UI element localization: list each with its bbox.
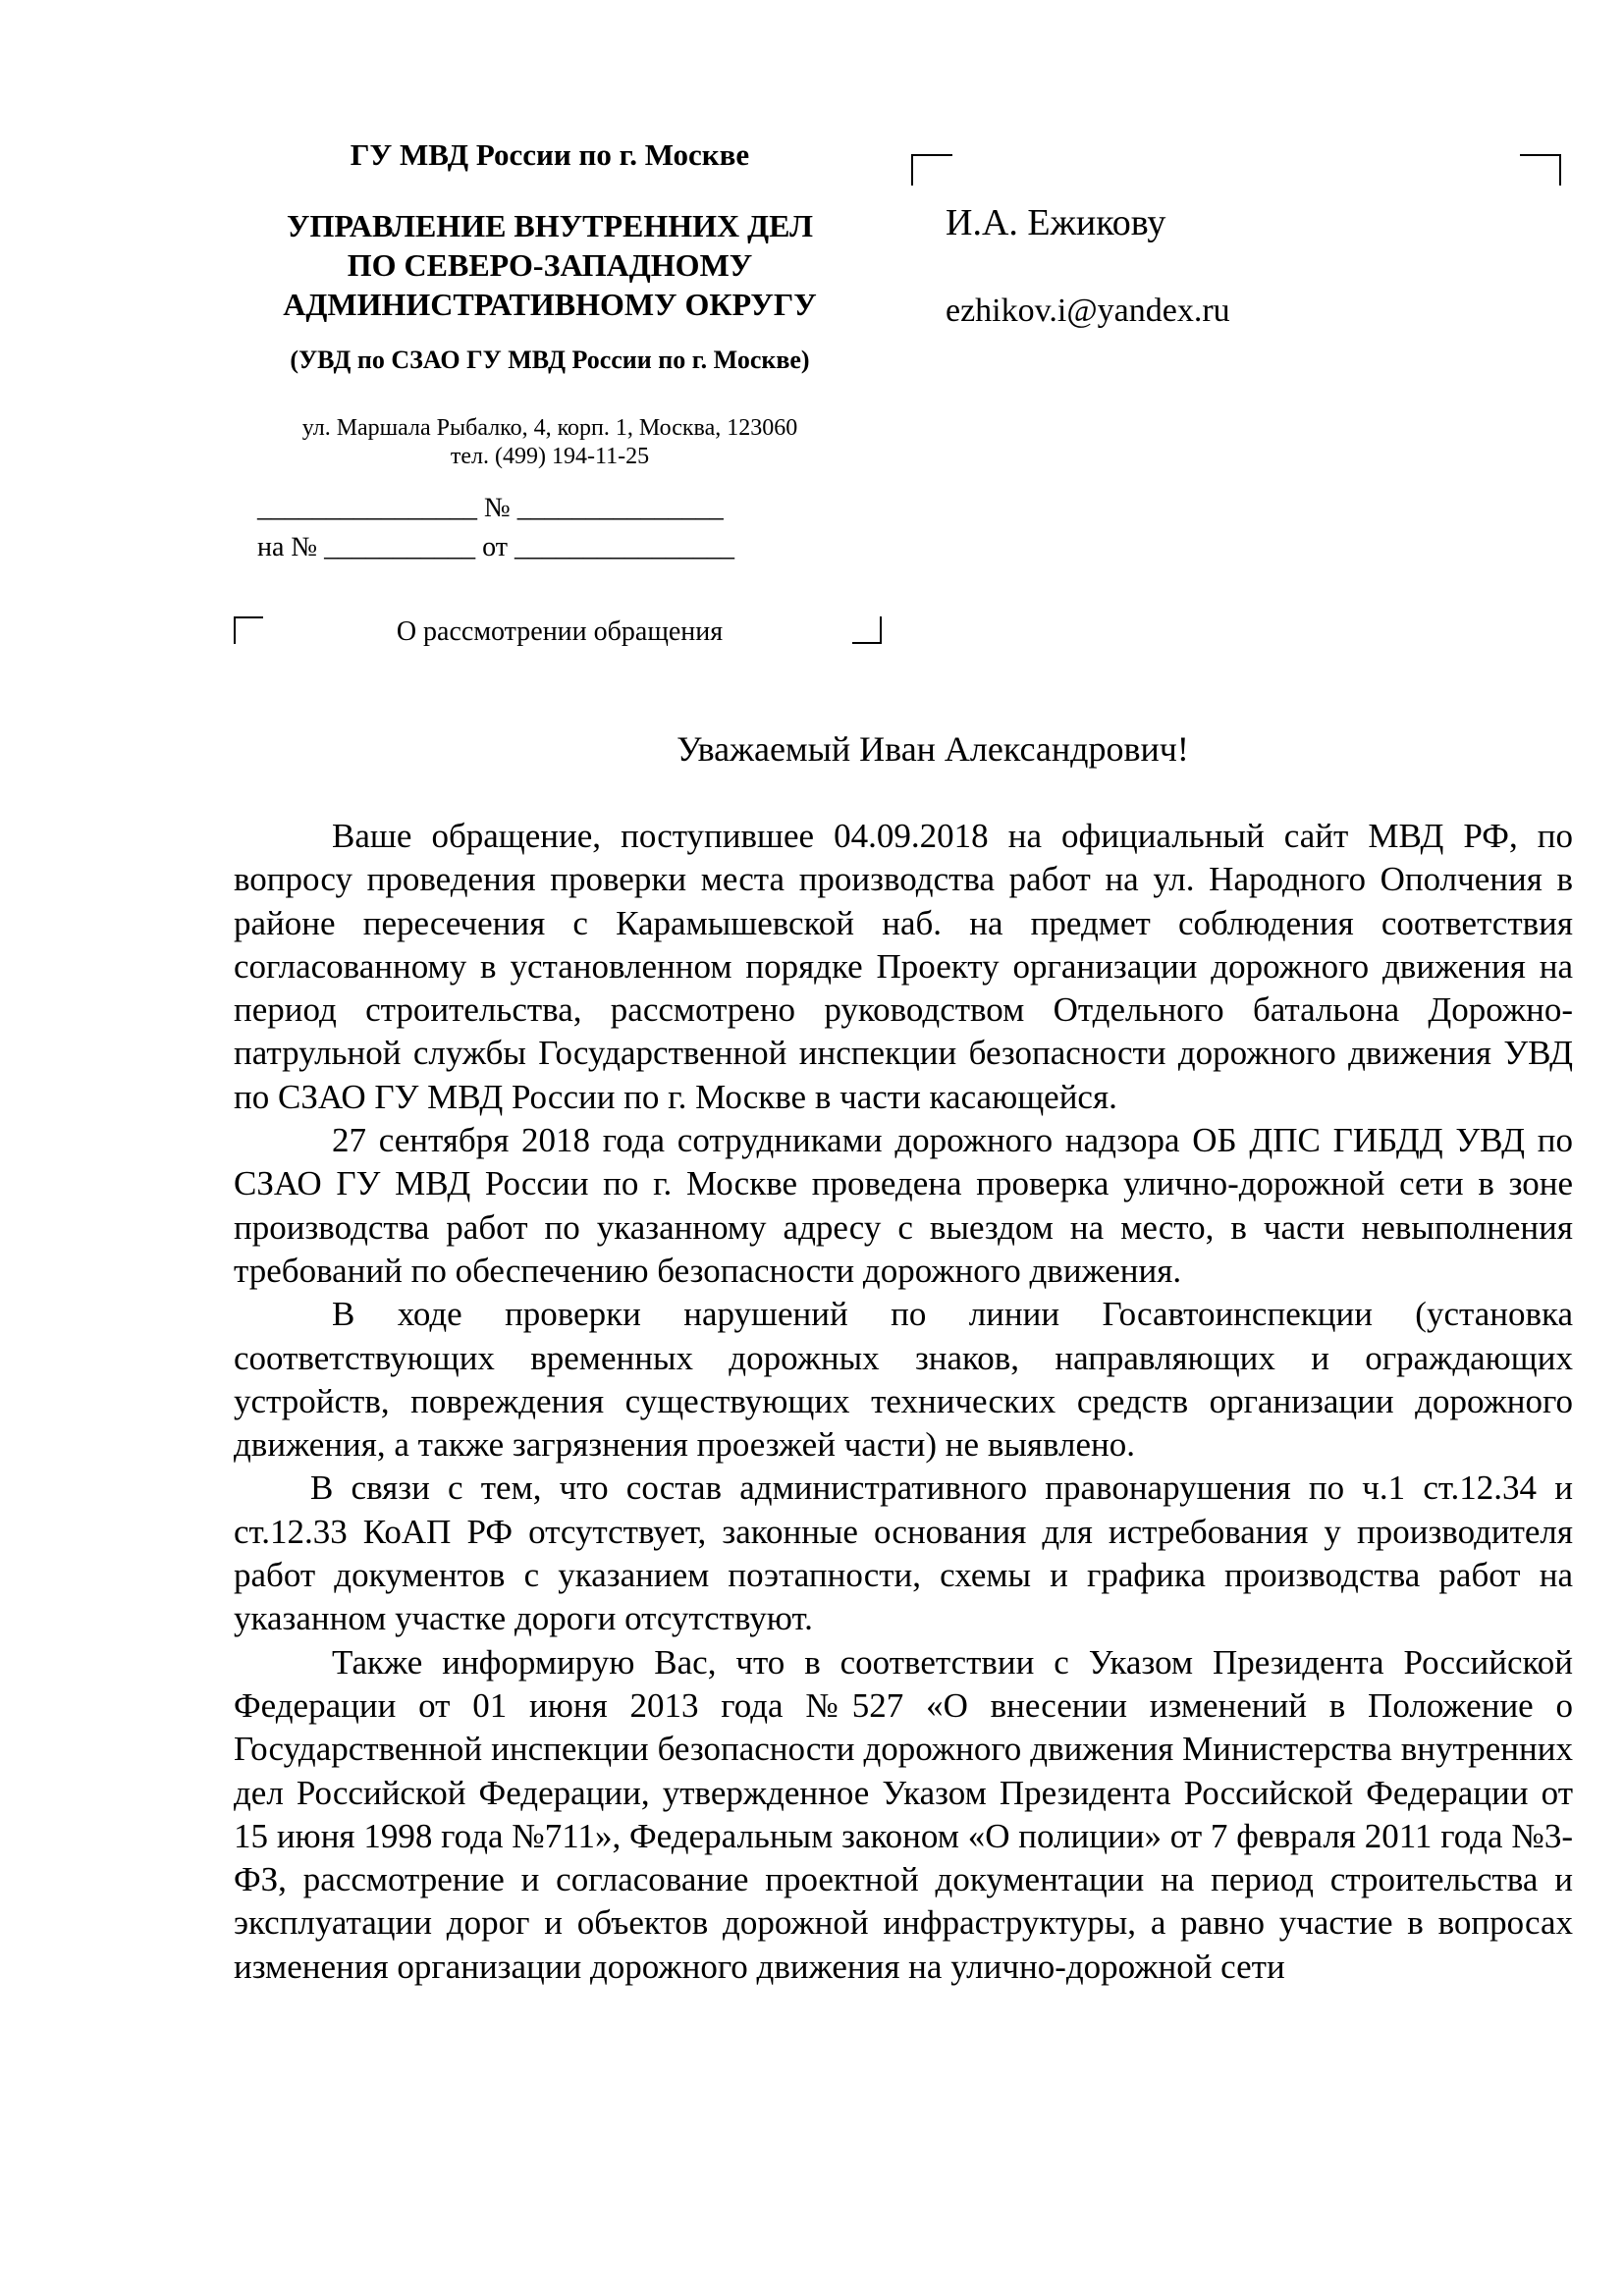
letterhead-department-line: УПРАВЛЕНИЕ ВНУТРЕННИХ ДЕЛ bbox=[287, 208, 813, 243]
letter-body bbox=[234, 815, 1573, 1989]
addressee-bracket-left bbox=[911, 154, 952, 186]
reference-number-line: на № ___________ от ________________ bbox=[257, 532, 734, 562]
letterhead-address: ул. Маршала Рыбалко, 4, корп. 1, Москва, 123060 bbox=[301, 415, 798, 441]
letterhead-phone: тел. (499) 194-11-25 bbox=[450, 444, 650, 469]
registration-number-line: ________________ № _______________ bbox=[257, 493, 724, 523]
body-paragraph: 27 сентября 2018 года сотрудниками дорожного надзора ОБ ДПС ГИБДД УВД по СЗАО ГУ МВД России по г. Москве проведена проверка улично-дорожной сети в зоне производства работ по указанному адресу с выездом на место, в части невыполнения требований по обеспечению безопасности дорожного движения. bbox=[234, 1121, 1573, 1290]
addressee-email: ezhikov.i@yandex.ru bbox=[946, 293, 1230, 329]
addressee-name: И.А. Ежикову bbox=[946, 202, 1166, 243]
letterhead-department bbox=[236, 206, 864, 324]
addressee-bracket-right bbox=[1520, 154, 1561, 186]
body-paragraph: Также информирую Вас, что в соответствии с Указом Президента Российской Федерации от 01 июня 2013 года №527 «О внесении изменений в Положение о Государственной инспекции безопасности дорожного движения Министерства внутренних дел Российской Федерации, утвержденное Указом Президента Российской Федерации от 15 июня 1998 года №711», Федеральным законом «О полиции» от 7 февраля 2011 года №3-ФЗ, рассмотрение и согласование проектной документации на период строительства и эксплуатации дорог и объектов дорожной инфраструктуры, а равно участие в вопросах изменения организации дорожного движения на улично-дорожной сети bbox=[234, 1642, 1573, 1986]
salutation: Уважаемый Иван Александрович! bbox=[677, 729, 1189, 769]
body-paragraph: В ходе проверки нарушений по линии Госавтоинспекции (установка соответствующих временных дорожных знаков, направляющих и ограждающих устройств, повреждения существующих технических средств организации дорожного движения, а также загрязнения проезжей части) не выявлено. bbox=[234, 1295, 1573, 1465]
letterhead-ministry: ГУ МВД России по г. Москве bbox=[350, 137, 750, 172]
letterhead-department-line: ПО СЕВЕРО-ЗАПАДНОМУ bbox=[347, 247, 753, 283]
body-paragraph: В связи с тем, что состав административного правонарушения по ч.1 ст.12.34 и ст.12.33 КоАП РФ отсутствует, законные основания для истребования у производителя работ документов с указанием поэтапности, схемы и графика производства работ на указанном участке дороги отсутствуют. bbox=[234, 1468, 1573, 1638]
subject-bracket-left bbox=[234, 616, 263, 644]
letterhead-abbreviation: (УВД по СЗАО ГУ МВД России по г. Москве) bbox=[290, 346, 810, 374]
letterhead-contacts bbox=[236, 414, 864, 471]
letter-subject: О рассмотрении обращения bbox=[396, 616, 724, 647]
letterhead-department-line: АДМИНИСТРАТИВНОМУ ОКРУГУ bbox=[283, 287, 817, 322]
subject-bracket-right bbox=[852, 616, 882, 644]
body-paragraph: Ваше обращение, поступившее 04.09.2018 на официальный сайт МВД РФ, по вопросу проведения проверки места производства работ на ул. Народного Ополчения в районе пересечения с Карамышевской наб. на предмет соблюдения соответствия согласованному в установленном порядке Проекту организации дорожного движения на период строительства, рассмотрено руководством Отдельного батальона Дорожно-патрульной службы Государственной инспекции безопасности дорожного движения УВД по СЗАО ГУ МВД России по г. Москве в части касающейся. bbox=[234, 817, 1573, 1116]
